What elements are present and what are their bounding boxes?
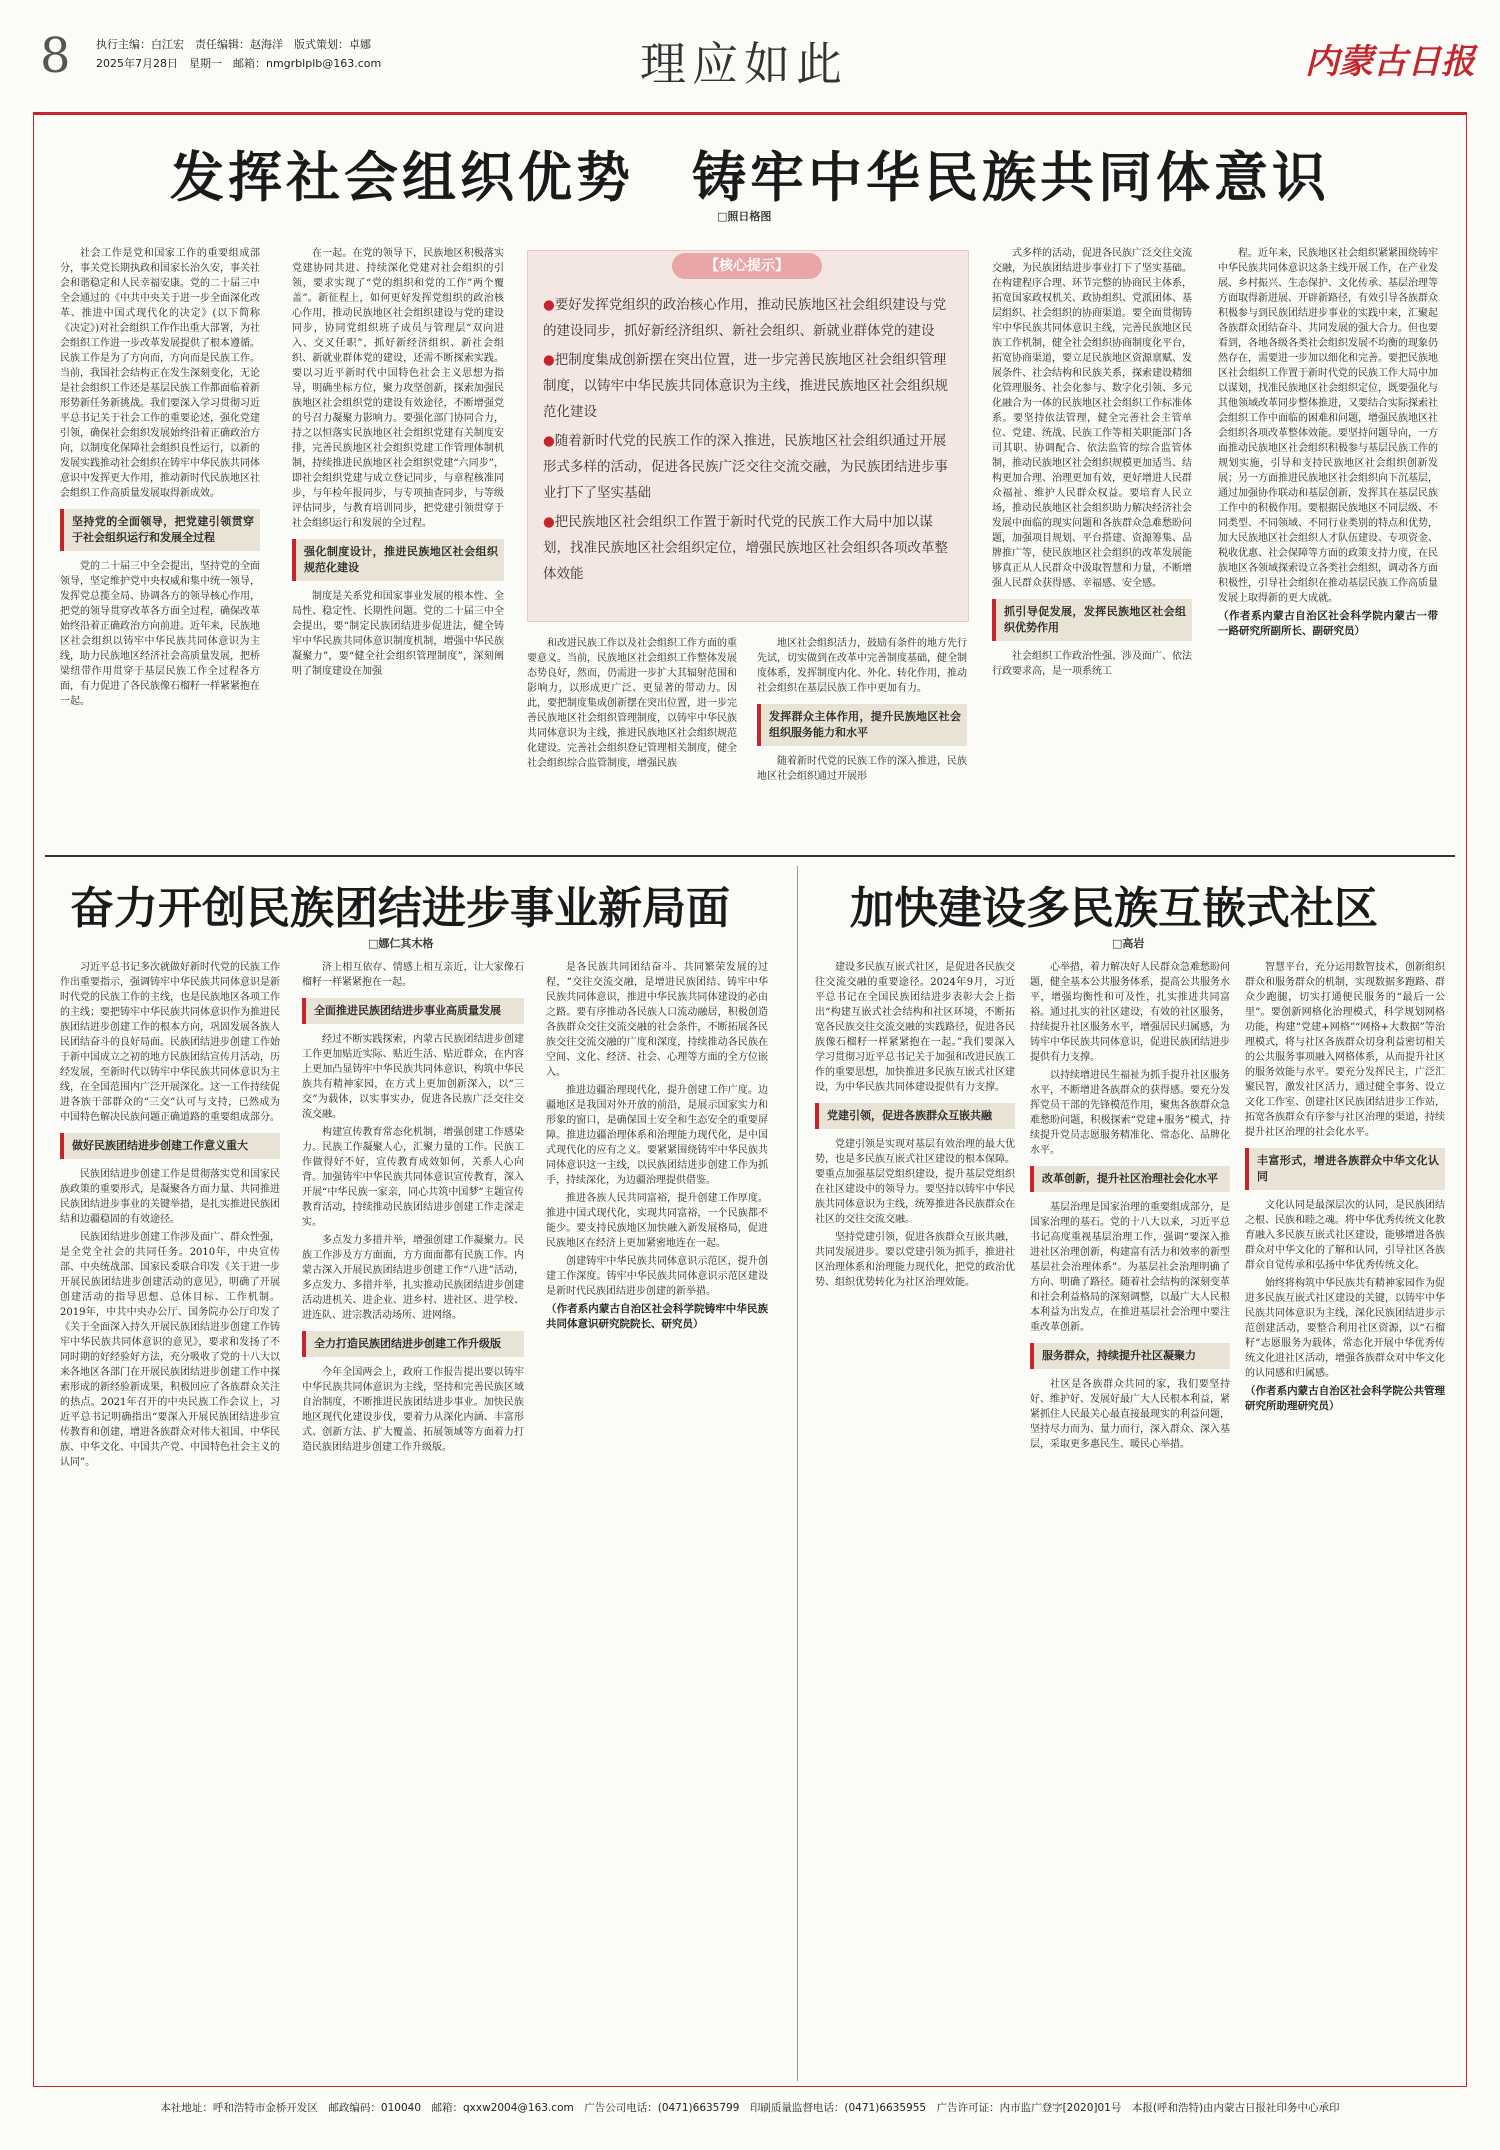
- article1-subheading-3: 发挥群众主体作用，提升民族地区社会组织服务能力和水平: [757, 704, 967, 746]
- article2-headline: 奋力开创民族团结进步事业新局面: [70, 883, 730, 934]
- bullet-icon: ●: [543, 297, 555, 313]
- paragraph: 是各民族共同团结奋斗、共同繁荣发展的过程，“交往交流交融，是增进民族团结、铸牢中华民族共同体意识，推进中华民族共同体建设的必由之路。要有序推动各民族人口流动融居，积极创造各族群众交往交流交融的社会条件，不断拓展各民族交往交流交融的广度和深度，持续推动各民族在空间、文化、经济、社会、心理等方面的全方位嵌入。: [546, 962, 768, 1078]
- paragraph: 制度是关系党和国家事业发展的根本性、全局性、稳定性、长期性问题。党的二十届三中全会提出，要“制定民族团结进步促进法，健全铸牢中华民族共同体意识制度机制，增强中华民族凝聚力”，要“健全社会组织管理制度”，深刻阐明了制度建设在加强: [292, 591, 504, 677]
- core-point: ●把制度集成创新摆在突出位置，进一步完善民族地区社会组织管理制度，以铸牢中华民族共同体意识为主线，推进民族地区社会组织规范化建设: [543, 352, 948, 420]
- article2-subheading-3: 全力打造民族团结进步创建工作升级版: [302, 1331, 524, 1357]
- paragraph: 社会组织工作政治性强、涉及面广、依法行政要求高，是一项系统工: [992, 651, 1192, 677]
- bullet-icon: ●: [543, 433, 555, 449]
- article3-subheading-4: 丰富形式，增进各族群众中华文化认同: [1245, 1148, 1445, 1190]
- article3-subheading-3: 服务群众，持续提升社区凝聚力: [1030, 1343, 1230, 1369]
- core-point: ●随着新时代党的民族工作的深入推进，民族地区社会组织通过开展形式多样的活动，促进各民族广泛交往交流交融，为民族团结进步事业打下了坚实基础: [543, 433, 948, 501]
- paragraph: 始终将构筑中华民族共有精神家园作为促进多民族互嵌式社区建设的关键，以铸牢中华民族共同体意识为主线，深化民族团结进步示范创建活动，要整合利用社区资源，以“石榴籽”志愿服务为载体，常态化开展中华优秀传统文化进社区活动，增强各族群众对中华文化的认同感和归属感。: [1245, 1278, 1445, 1379]
- paragraph: 推进边疆治理现代化，提升创建工作广度。边疆地区是我国对外开放的前沿，是展示国家实力和形象的窗口，是确保国土安全和生态安全的重要屏障。推进边疆治理体系和治理能力现代化，是中国式现代化的应有之义。要紧紧围绕铸牢中华民族共同体意识这一主线，以民族团结进步创建工作为抓手，持续深化，为边疆治理提供借鉴。: [546, 1085, 768, 1186]
- paragraph: 心举措，着力解决好人民群众急难愁盼问题，健全基本公共服务体系，提高公共服务水平，增强均衡性和可及性，扎实推进共同富裕。通过扎实的社区建设，有效的社区服务，持续提升社区服务水平，增强居民归属感，为铸牢中华民族共同体意识，促进民族团结进步提供有力支撑。: [1030, 962, 1230, 1063]
- article1-byline: □照日格图: [717, 210, 772, 223]
- date-line: 2025年7月28日 星期一 邮箱：nmgrblplb@163.com: [96, 57, 382, 70]
- paragraph: 构建宣传教育常态化机制，增强创建工作感染力。民族工作凝聚人心，汇聚力量的工作。民族工作做得好不好，宣传教育成效如何，关系人心向背。加强铸牢中华民族共同体意识宣传教育，深入开展“中华民族一家亲，同心共筑中国梦”主题宣传教育活动，持续推动民族团结进步创建工作走深走实。: [302, 1127, 524, 1228]
- newspaper-logo: 内蒙古日报: [1305, 42, 1475, 82]
- section-title: 理应如此: [640, 37, 848, 91]
- bullet-icon: ●: [543, 352, 555, 368]
- core-points-list: [543, 292, 957, 590]
- masthead: [0, 0, 1500, 95]
- article2-column-2: [302, 960, 524, 2080]
- core-point: ●把民族地区社会组织工作置于新时代党的民族工作大局中加以谋划，找准民族地区社会组织定位，增强民族地区社会组织各项改革整体效能: [543, 514, 948, 582]
- article2-author: （作者系内蒙古自治区社会科学院铸牢中华民族共同体意识研究院院长、研究员）: [546, 1303, 768, 1330]
- section-divider: [45, 855, 1455, 857]
- article1-subheading-1: 坚持党的全面领导，把党建引领贯穿于社会组织运行和发展全过程: [60, 509, 260, 551]
- article1-column-4: [757, 636, 967, 844]
- paragraph: 在一起。在党的领导下，民族地区积极落实党建协同共进、持续深化党建对社会组织的引领，要求实现了“党的组织和党的工作”两个覆盖”。新征程上，如何更好发挥党组织的政治核心作用，推动民族地区社会组织建设与党的建设同步，协同党组织班子成员与管理层“双向进入、交叉任职”，抓好新经济组织、新社会组织、新就业群体党的建设，还需不断探索实践。要以习近平新时代中国特色社会主义思想为指导，明确坐标方位，聚力攻坚创新，探索加强民族地区社会组织党的建设有效途径，不断增强党的号召力凝聚力影响力。要强化部门协同合力，持之以恒落实民族地区社会组织党建有关制度安排，完善民族地区社会组织党建工作管理体制机制，持续推进民族地区社会组织党建“六同步”，即社会组织党建与成立登记同步，与章程核准同步，与年检年报同步，与专项抽查同步，与等级评估同步，与教育培训同步，把党建引领贯穿于社会组织运行和发展的全过程。: [292, 248, 504, 529]
- article1-subheading-4: 抓引导促发展，发挥民族地区社会组织优势作用: [992, 599, 1192, 641]
- paragraph: 建设多民族互嵌式社区，是促进各民族交往交流交融的重要途径。2024年9月，习近平总书记在全国民族团结进步表彰大会上指出“构建互嵌式社会结构和社区环境，不断拓宽各民族交往交流交融的实践路径，促进各民族像石榴籽一样紧紧抱在一起。”我们要深入学习贯彻习近平总书记关于加强和改进民族工作的重要思想，加快推进多民族互嵌式社区建设，为中华民族共同体建设提供有力支撑。: [815, 962, 1015, 1093]
- article3-column-2: [1030, 960, 1230, 2080]
- article2-subheading-2: 全面推进民族团结进步事业高质量发展: [302, 998, 524, 1024]
- paragraph: 多点发力多措并举，增强创建工作凝聚力。民族工作涉及方方面面，方方面面都有民族工作。内蒙古深入开展民族团结进步创建工作“八进”活动，多点发力、多措并举，扎实推动民族团结进步创建活动进机关、进企业、进乡村、进社区、进学校、进连队、进宗教活动场所、进网络。: [302, 1235, 524, 1321]
- paragraph: 智慧平台，充分运用数智技术，创新组织群众和服务群众的机制，实现数据多跑路、群众少跑腿，切实打通便民服务的“最后一公里”。要创新网格化治理模式，科学规划网格功能，构建“党建+网格”“网格+大数据”等治理模式，将与社区各族群众切身利益密切相关的公共服务事项融入网格体系，从而提升社区的服务效能与水平。要充分发挥民主，广泛汇聚民智，激发社区活力，通过健全事务、设立文化工作室、创建社区民族团结进步工作站，拓宽各族群众有序参与社区治理的渠道，持续提升社区治理的社会化水平。: [1245, 962, 1445, 1138]
- paragraph: 坚持党建引领，促进各族群众互嵌共融，共同发展进步。要以党建引领为抓手，推进社区治理体系和治理能力现代化，把党的政治优势、组织优势转化为社区治理效能。: [815, 1232, 1015, 1288]
- paragraph: 经过不断实践探索，内蒙古民族团结进步创建工作更加贴近实际、贴近生活、贴近群众，在内容上更加凸显铸牢中华民族共同体意识，构筑中华民族共有精神家园，在方式上更加创新深入，以“三交”为载体，以实事实办，促进各民族广泛交往交流交融。: [302, 1034, 524, 1120]
- article3-subheading-1: 党建引领，促进各族群众互嵌共融: [815, 1103, 1015, 1129]
- column-divider: [797, 866, 798, 2081]
- paragraph: 地区社会组织活力，鼓励有条件的地方先行先试，切实做到在改革中完善制度基础，健全制度体系，发挥制度内化、外化、转化作用，推动社会组织在基层民族工作中更加有力。: [757, 638, 967, 694]
- article1-column-6: [1218, 246, 1438, 844]
- paragraph: 民族团结进步创建工作涉及面广、群众性强，是全党全社会的共同任务。2010年，中央宣传部、中央统战部、国家民委联合印发《关于进一步开展民族团结进步创建活动的意见》，明确了开展创建活动的指导思想、总体目标、工作机制。2019年，中共中央办公厅、国务院办公厅印发了《关于全面深入持久开展民族团结进步创建工作铸牢中华民族共同体意识的意见》，要求和发扬了不同时期的好经验好方法，充分吸收了党的十八大以来各地区各部门在开展民族团结进步创建工作中探索形成的新经验新成果，积极回应了各族群众关注的热点。2021年召开的中央民族工作会议上，习近平总书记明确指出“要深入开展民族团结进步宣传教育和创建，增进各族群众对伟大祖国、中华民族、中华文化、中国共产党、中国特色社会主义的认同”。: [60, 1232, 280, 1468]
- article3-column-3: [1245, 960, 1445, 2080]
- article1-column-1: [60, 246, 260, 844]
- article3-column-1: [815, 960, 1015, 2080]
- article3-subheading-2: 改革创新，提升社区治理社会化水平: [1030, 1166, 1230, 1192]
- editor-line: 执行主编：白江宏 责任编辑：赵海洋 版式策划：卓娜: [96, 38, 371, 51]
- page-footer: 本社地址：呼和浩特市金桥开发区 邮政编码：010040 邮箱：qxxw2004@163.com 广告公司电话：(0471)6635799 印刷质量监督电话：(0471)6635955 广告许可证：内市监广登字[2020]01号 本报(呼和浩特)由内蒙古日报社印务中心承印: [160, 2102, 1340, 2114]
- paragraph: 社区是各族群众共同的家，我们要坚持好、维护好、发展好最广大人民根本利益，紧紧抓住人民最关心最直接最现实的利益问题，坚持尽力而为、量力而行，深入群众、深入基层，采取更多惠民生、暖民心举措。: [1030, 1379, 1230, 1450]
- paragraph: 党的二十届三中全会提出，坚持党的全面领导，坚定维护党中央权威和集中统一领导，发挥党总揽全局、协调各方的领导核心作用，把党的领导贯穿改革各方面全过程，确保改革始终沿着正确政治方向前进。近年来，民族地区社会组织以铸牢中华民族共同体意识为主线，助力民族地区经济社会高质量发展，把桥梁纽带作用贯穿于基层民族工作全过程各方面，有力促进了各民族像石榴籽一样紧紧抱在一起。: [60, 561, 260, 707]
- article2-subheading-1: 做好民族团结进步创建工作意义重大: [60, 1133, 280, 1159]
- article2-column-3: [546, 960, 768, 2080]
- paragraph: 党建引领是实现对基层有效治理的最大优势，也是多民族互嵌式社区建设的根本保障。要重点加强基层党组织建设，提升基层党组织在社区建设中的领导力。要坚持以铸牢中华民族共同体意识为主线，统筹推进各民族群众在社区的交往交流交融。: [815, 1139, 1015, 1225]
- article1-subheading-2: 强化制度设计，推进民族地区社会组织规范化建设: [292, 539, 504, 581]
- paragraph: 程。近年来，民族地区社会组织紧紧围绕铸牢中华民族共同体意识这条主线开展工作，在产业发展、乡村振兴、生态保护、文化传承、基层治理等方面取得新进展、开辟新路径，有效引导各族群众积极参与到民族团结进步事业的实践中来，汇聚起各族群众团结奋斗、共同发展的强大合力。但也要看到，各地各级各类社会组织发展不均衡的现象仍然存在，需要进一步加以细化和完善。要把民族地区社会组织工作置于新时代党的民族工作大局中加以谋划，找准民族地区社会组织定位，既要强化与其他领域改革同步整体推进，又要结合实际探索社会组织工作中面临的困难和问题，增强民族地区社会组织各项改革整体效能。要坚持问题导向，一方面推动民族地区社会组织积极参与基层民族工作的规划实施，引导和支持民族地区社会组织创新发展；另一方面推进民族地区社会组织向下沉基层，通过加强协作联动和基层创新，发挥其在基层民族工作中的积极作用。要根据民族地区不同层级、不同类型、不同领域、不同行业类别的特点和优势，加大民族地区社会组织人才队伍建设、专项资金、税收优惠、社会保障等方面的政策支持力度，在民族地区各领域探索设立各类社会组织，调动各方面积极性，引导社会组织在推动基层民族工作高质量发展上取得新的更大成就。: [1218, 248, 1438, 604]
- paragraph: 式多样的活动，促进各民族广泛交往交流交融，为民族团结进步事业打下了坚实基础。在构建程序合理、环节完整的协商民主体系，拓宽国家政权机关、政协组织、党派团体、基层组织、社会组织的协商渠道。要全面贯彻铸牢中华民族共同体意识主线，完善民族地区民族工作机制，健全社会组织协商制度化平台，拓宽协商渠道，要立足民族地区资源禀赋、发展条件、社会结构和民族关系，探索建设精细化管理服务、社会化参与、数字化引领、多元化融合为一体的民族地区社会组织工作标准体系。要坚持依法管理，健全完善社会主管单位、党建、统战、民族工作等相关职能部门各司其职、协调配合、依法监管的综合监管体制，推动民族地区社会组织规模更加适当、结构更加合理、治理更加有效，更好增进人民群众福祉、维护人民群众权益。要培育人民立场，推动民族地区社会组织助力解决经济社会发展中面临的现实问题和各族群众急难愁盼问题，加强项目规划、平台搭建、资源筹集、品牌推广等，使民族地区社会组织的改革发展能够真正从人民群众中汲取智慧和力量，不断增强人民群众获得感、幸福感、安全感。: [992, 248, 1192, 589]
- paragraph: 以持续增进民生福祉为抓手提升社区服务水平，不断增进各族群众的获得感。要充分发挥党员干部的先锋模范作用，聚焦各族群众急难愁盼问题，积极探索“党建+服务”模式，持续提升党员志愿服务精准化、常态化、品牌化水平。: [1030, 1070, 1230, 1156]
- article2-byline: □娜仁其木格: [368, 937, 434, 950]
- paragraph: 民族团结进步创建工作是贯彻落实党和国家民族政策的重要形式，是凝聚各方面力量、共同推进民族团结进步事业的关键举措，是扎实推进民族团结和边疆稳固的有效途径。: [60, 1169, 280, 1225]
- article1-column-3: [527, 636, 737, 844]
- bullet-icon: ●: [543, 514, 555, 530]
- paragraph: 习近平总书记多次就做好新时代党的民族工作作出重要指示，强调铸牢中华民族共同体意识是新时代党的民族工作的主线，也是民族地区各项工作的主线；要把铸牢中华民族共同体意识作为推进民族团结进步创建工作的根本方向，巩固发展各族人民团结奋斗的良好局面。民族团结进步创建工作始于新中国成立之初的地方民族团结宣传月活动，历经发展，至新时代以铸牢中华民族共同体意识为主线，在全国范围内广泛开展深化。这一工作持续促进各族干部群众的“三交”认可与支持，已然成为中国特色解决民族问题正确道路的重要组成部分。: [60, 962, 280, 1123]
- paragraph: 基层治理是国家治理的重要组成部分，是国家治理的基石。党的十八大以来，习近平总书记高度重视基层治理工作，强调“要深入推进社区治理创新，构建富有活力和效率的新型基层社会治理体系”。为基层社会治理明确了方向、明确了路径。随着社会结构的深刻变革和社会利益格局的深刻调整，以最广大人民根本利益为出发点，在推进基层社会治理中要注重改革创新。: [1030, 1202, 1230, 1333]
- core-points-label: 【核心提示】: [672, 253, 822, 279]
- paragraph: 随着新时代党的民族工作的深入推进，民族地区社会组织通过开展形: [757, 756, 967, 782]
- article1-column-5: [992, 246, 1192, 844]
- article1-headline: 发挥社会组织优势 铸牢中华民族共同体意识: [170, 146, 1330, 209]
- article3-headline: 加快建设多民族互嵌式社区: [850, 883, 1378, 934]
- top-rule: [33, 112, 1467, 115]
- page-number: 8: [40, 28, 71, 84]
- article3-byline: □高岩: [1112, 937, 1145, 950]
- paragraph: 济上相互依存、情感上相互亲近，让大家像石榴籽一样紧紧抱在一起。: [302, 962, 524, 988]
- paragraph: 和改进民族工作以及社会组织工作方面的重要意义。当前，民族地区社会组织工作整体发展态势良好，然而，仍需进一步扩大其辐射范围和影响力，以形成更广泛、更显著的带动力。因此，要把制度集成创新摆在突出位置，进一步完善民族地区社会组织管理制度，以铸牢中华民族共同体意识为主线，推进民族地区社会组织规范化建设。完善社会组织登记管理相关制度，健全社会组织综合监管制度，增强民族: [527, 638, 737, 769]
- paragraph: 社会工作是党和国家工作的重要组成部分，事关党长期执政和国家长治久安，事关社会和谐稳定和人民幸福安康。党的二十届三中全会通过的《中共中央关于进一步全面深化改革、推进中国式现代化的决定》(以下简称《决定》)对社会组织工作作出重大部署，为社会组织工作进一步改革发展提供了根本遵循。民族工作是为了方向而，方向而是民族工作。当前，我国社会结构正在发生深刻变化，无论是社会组织工作还是基层民族工作都面临着新形势新任务新挑战。我们要深入学习贯彻习近平总书记关于社会工作的重要论述，强化党建引领，确保社会组织发展始终沿着正确政治方向，以制度化保障社会组织良性运行，以新的发展实践推动社会组织在铸牢中华民族共同体意识中发挥更大作用，推动新时代民族地区社会组织工作高质量发展取得新成效。: [60, 248, 260, 499]
- paragraph: 创建铸牢中华民族共同体意识示范区，提升创建工作深度。铸牢中华民族共同体意识示范区建设是新时代民族团结进步创建的新举措。: [546, 1256, 768, 1297]
- paragraph: 今年全国两会上，政府工作报告提出要以铸牢中华民族共同体意识为主线，坚持和完善民族区域自治制度，不断推进民族团结进步事业。加快民族地区现代化建设步伐，要着力从深化内涵、丰富形式、创新方法、扩大覆盖、拓展领域等方面着力打造民族团结进步创建工作升级版。: [302, 1367, 524, 1453]
- paragraph: 文化认同是最深层次的认同，是民族团结之根、民族和睦之魂。将中华优秀传统文化教育融入多民族互嵌式社区建设，能够增进各族群众对中华文化的了解和认同，引导社区各族群众自觉传承和弘扬中华优秀传统文化。: [1245, 1200, 1445, 1271]
- article2-column-1: [60, 960, 280, 2080]
- paragraph: 推进各族人民共同富裕，提升创建工作厚度。推进中国式现代化，实现共同富裕，一个民族都不能少。要支持民族地区加快融入新发展格局，促进民族地区在经济上更加紧密地连在一起。: [546, 1193, 768, 1249]
- article1-author: （作者系内蒙古自治区社会科学院内蒙古一带一路研究所副所长、副研究员）: [1218, 610, 1438, 637]
- article1-column-2: [292, 246, 504, 844]
- article3-author: （作者系内蒙古自治区社会科学院公共管理研究所助理研究员）: [1245, 1385, 1445, 1412]
- core-point: ●要好发挥党组织的政治核心作用，推动民族地区社会组织建设与党的建设同步，抓好新经济组织、新社会组织、新就业群体党的建设: [543, 297, 947, 339]
